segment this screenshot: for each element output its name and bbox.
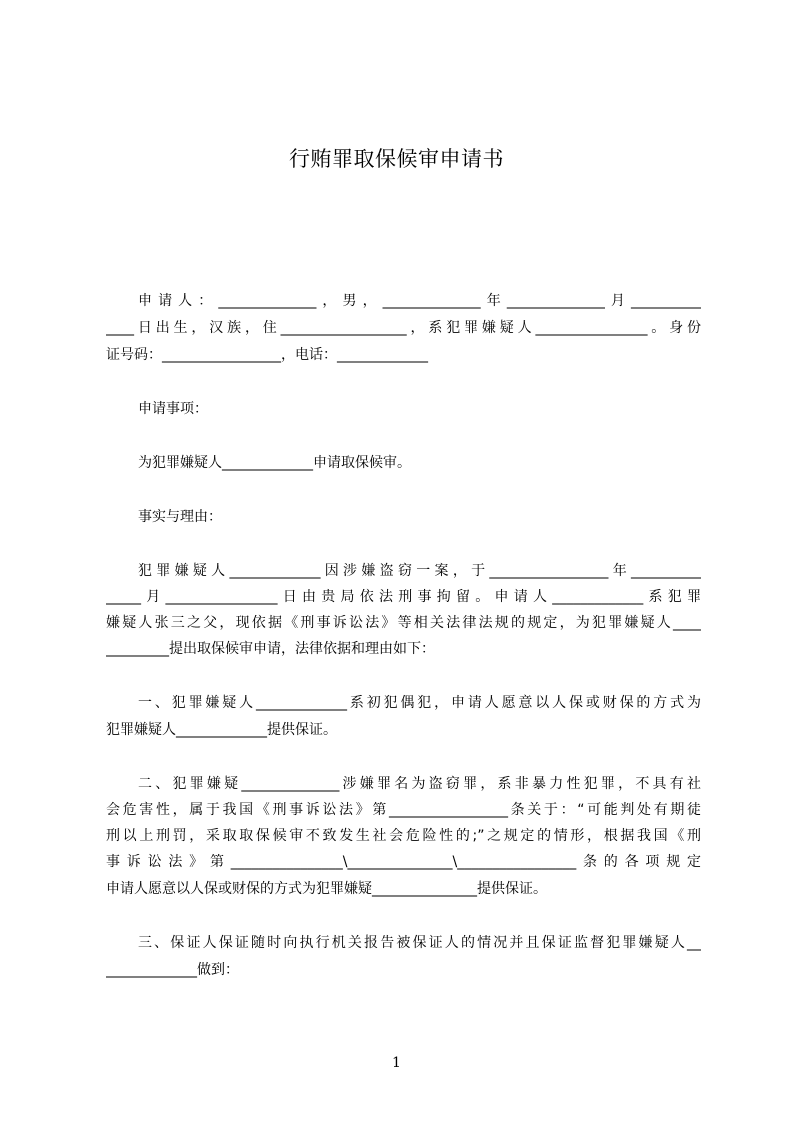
section-heading-application-items: 申请事项：: [138, 401, 208, 417]
applicant-line-2: ____日出生，汉族，住__________________，系犯罪嫌疑人________________。身份: [106, 320, 701, 336]
document-title: 行贿罪取保候审申请书: [289, 147, 504, 171]
reason-3-line-1: 三、保证人保证随时向执行机关报告被保证人的情况并且保证监督犯罪嫌疑人__: [138, 935, 701, 951]
application-item-line: 为犯罪嫌疑人_____________申请取保候审。: [138, 455, 411, 471]
reason-3-line-2: _____________做到：: [106, 962, 239, 978]
facts-line-1: 犯罪嫌疑人_____________因涉嫌盗窃一案，于_________________年__________: [138, 563, 701, 579]
reason-1-line-1: 一、犯罪嫌疑人_____________系初犯偶犯，申请人愿意以人保或财保的方式为: [138, 695, 701, 711]
reason-2-line-4: 事诉讼法》第________________\_______________\_________________条的各项规定: [106, 854, 701, 870]
applicant-line-3: 证号码：_________________，电话：_____________: [106, 347, 428, 363]
applicant-line-1: 申请人：______________，男，______________年______________月__________: [138, 293, 701, 309]
facts-line-4: _________提出取保候审申请，法律依据和理由如下：: [106, 641, 435, 657]
page-number: 1: [392, 1055, 401, 1071]
reason-1-line-2: 犯罪嫌疑人_____________提供保证。: [106, 722, 337, 738]
reason-2-line-3: 刑以上刑罚，采取取保候审不致发生社会危险性的;”之规定的情形，根据我国《刑: [106, 828, 701, 844]
reason-2-line-1: 二、犯罪嫌疑______________涉嫌罪名为盗窃罪，系非暴力性犯罪，不具有社: [138, 776, 701, 792]
reason-2-line-2: 会危害性，属于我国《刑事诉讼法》第_________________条关于：“可能判处有期徒: [106, 802, 701, 818]
facts-line-3: 嫌疑人张三之父，现依据《刑事诉讼法》等相关法律法规的规定，为犯罪嫌疑人____: [106, 615, 701, 631]
reason-2-line-5: 申请人愿意以人保或财保的方式为犯罪嫌疑_______________提供保证。: [106, 881, 547, 897]
facts-line-2: _____月________________日由贵局依法刑事拘留。申请人_____________系犯罪: [106, 589, 701, 605]
section-heading-facts-reasons: 事实与理由：: [138, 509, 222, 525]
